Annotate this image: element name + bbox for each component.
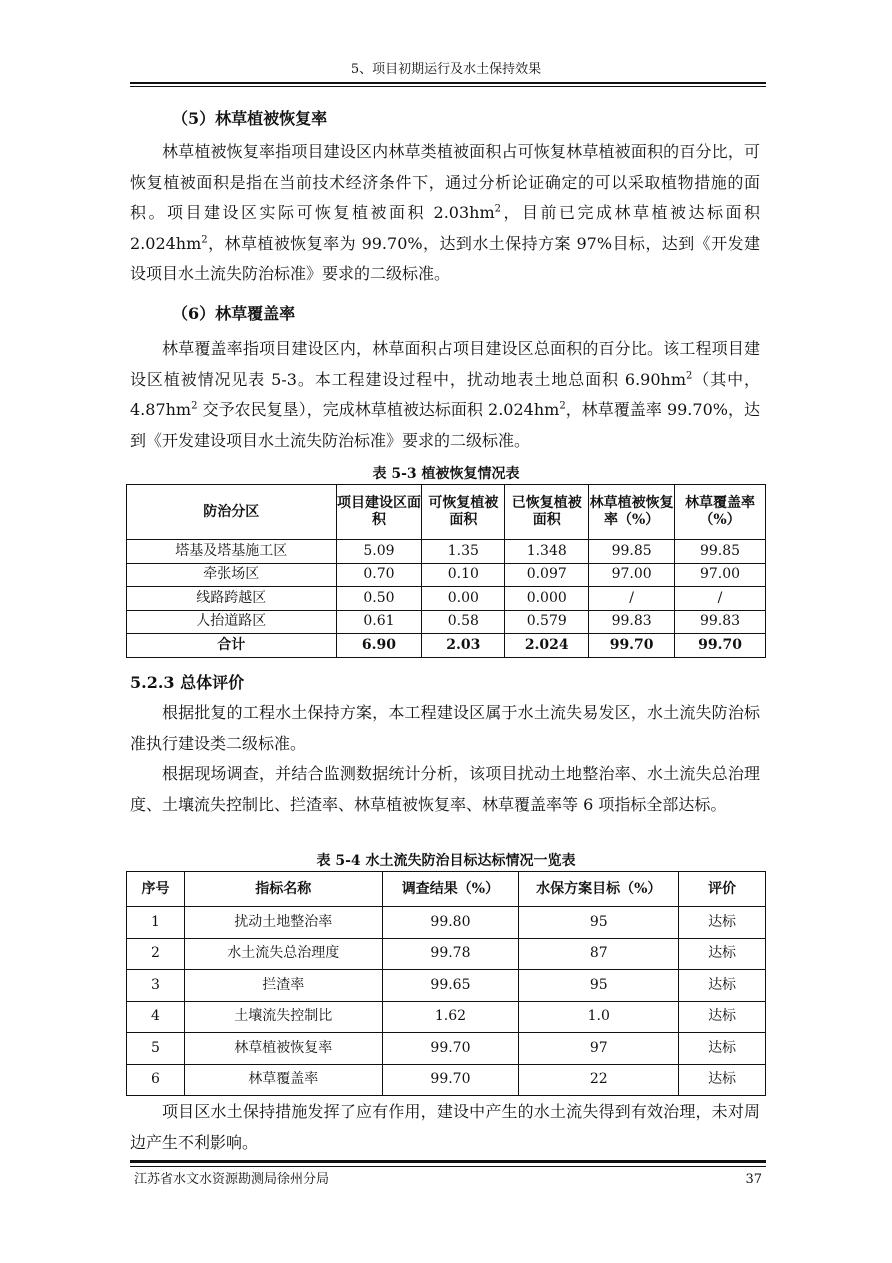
table-cell: 达标: [679, 1033, 766, 1065]
col-header: 林草覆盖率（%）: [675, 485, 766, 540]
table-cell: 达标: [679, 970, 766, 1002]
table-5-3-caption: 表 5-3 植被恢复情况表: [372, 466, 520, 482]
table-cell: 99.83: [675, 610, 766, 634]
table-header-row: [127, 872, 766, 907]
col-header: 林草植被恢复率（%）: [589, 485, 675, 540]
footer-rule: [130, 1160, 766, 1163]
table-cell: 6: [127, 1064, 185, 1096]
table-cell: 人抬道路区: [127, 610, 337, 634]
table-cell: 99.70: [382, 1033, 519, 1065]
table-cell: 99.65: [382, 970, 519, 1002]
table-cell: 牵张场区: [127, 563, 337, 587]
table-cell: 99.78: [382, 938, 519, 970]
table-row: [127, 610, 766, 634]
table-cell: 土壤流失控制比: [184, 1001, 382, 1033]
table-cell: 水土流失总治理度: [184, 938, 382, 970]
table-cell: 1.35: [422, 540, 505, 564]
table-cell: 4: [127, 1001, 185, 1033]
table-cell: 5: [127, 1033, 185, 1065]
col-header: 水保方案目标（%）: [519, 872, 679, 907]
table-row: [127, 587, 766, 611]
table-5-4-caption: 表 5-4 水土流失防治目标达标情况一览表: [316, 853, 576, 869]
table-cell: 99.85: [675, 540, 766, 564]
table-cell: 1.62: [382, 1001, 519, 1033]
table-row: [127, 1064, 766, 1096]
table-cell: 达标: [679, 907, 766, 939]
table-cell: 0.097: [505, 563, 589, 587]
table-cell: 5.09: [336, 540, 422, 564]
table-cell: 扰动土地整治率: [184, 907, 382, 939]
col-header: 可恢复植被面积: [422, 485, 505, 540]
col-header: 已恢复植被面积: [505, 485, 589, 540]
table-cell: 2.03: [422, 634, 505, 658]
table-cell: 97.00: [675, 563, 766, 587]
target-compliance-table: [126, 871, 766, 1096]
section-5-paragraph: 林草植被恢复率指项目建设区内林草类植被面积占可恢复林草植被面积的百分比，可恢复植被面积是指在当前技术经济条件下，通过分析论证确定的可以采取植物措施的面积。项目建设区实际可恢复植被面积 $2.03hm^2$，目前已完成林草植被达标面积 $2.024hm^2$，林草植被恢复率为 99.70%，达到水土保持方案 97%目标，达到《开发建设项目水土流失防治标准》要求的二级标准。: [130, 142, 760, 283]
footer-organization: 江苏省水文水资源勘测局徐州分局: [134, 1172, 330, 1187]
running-header: 5、项目初期运行及水土保持效果: [350, 62, 542, 77]
col-header: 调查结果（%）: [382, 872, 519, 907]
table-cell: /: [675, 587, 766, 611]
evaluation-paragraph-2: 根据现场调查，并结合监测数据统计分析，该项目扰动土地整治率、水土流失总治理度、土壤流失控制比、拦渣率、林草植被恢复率、林草覆盖率等 6 项指标全部达标。: [130, 764, 760, 814]
table-cell: 线路跨越区: [127, 587, 337, 611]
table-cell: 99.70: [675, 634, 766, 658]
table-cell: 合计: [127, 634, 337, 658]
table-cell: 林草植被恢复率: [184, 1033, 382, 1065]
col-header: 项目建设区面积: [336, 485, 422, 540]
table-cell: 6.90: [336, 634, 422, 658]
page-number: 37: [745, 1172, 762, 1187]
table-row: [127, 540, 766, 564]
table-cell: 达标: [679, 938, 766, 970]
table-cell: 99.80: [382, 907, 519, 939]
section-heading-5-2-3: 5.2.3 总体评价: [130, 673, 245, 692]
footer-rule-thin: [130, 1166, 766, 1167]
section-heading-6: （6）林草覆盖率: [172, 304, 296, 323]
table-cell: 1: [127, 907, 185, 939]
table-row: [127, 1001, 766, 1033]
table-cell: 0.58: [422, 610, 505, 634]
section-6-paragraph: 林草覆盖率指项目建设区内，林草面积占项目建设区总面积的百分比。该工程项目建设区植被情况见表 5-3。本工程建设过程中，扰动地表土地总面积 $6.90hm^2$（其中，$4.87hm^2$ 交予农民复垦），完成林草植被达标面积 $2.024hm^2$，林草覆盖率 99.70%，达到《开发建设项目水土流失防治标准》要求的二级标准。: [130, 339, 760, 450]
table-cell: 99.70: [589, 634, 675, 658]
table-cell: 1.348: [505, 540, 589, 564]
table-cell: 0.70: [336, 563, 422, 587]
table-cell: 塔基及塔基施工区: [127, 540, 337, 564]
header-rule-thin: [130, 86, 766, 87]
table-cell: 97.00: [589, 563, 675, 587]
table-cell: 0.61: [336, 610, 422, 634]
table-cell: 3: [127, 970, 185, 1002]
closing-paragraph: 项目区水土保持措施发挥了应有作用，建设中产生的水土流失得到有效治理，未对周边产生不利影响。: [130, 1102, 760, 1152]
table-cell: 95: [519, 907, 679, 939]
table-cell: 99.83: [589, 610, 675, 634]
table-row: [127, 970, 766, 1002]
table-header-row: [127, 485, 766, 540]
table-cell: 林草覆盖率: [184, 1064, 382, 1096]
table-cell: 22: [519, 1064, 679, 1096]
table-cell: 达标: [679, 1001, 766, 1033]
table-cell: 87: [519, 938, 679, 970]
table-cell: 达标: [679, 1064, 766, 1096]
table-cell: 99.70: [382, 1064, 519, 1096]
table-cell: 0.00: [422, 587, 505, 611]
evaluation-paragraph-1: 根据批复的工程水土保持方案，本工程建设区属于水土流失易发区，水土流失防治标准执行建设类二级标准。: [130, 703, 760, 753]
table-cell: 0.10: [422, 563, 505, 587]
table-cell: 0.579: [505, 610, 589, 634]
table-row: [127, 563, 766, 587]
table-total-row: [127, 634, 766, 658]
col-header: 指标名称: [184, 872, 382, 907]
table-cell: 97: [519, 1033, 679, 1065]
table-row: [127, 1033, 766, 1065]
table-cell: 2: [127, 938, 185, 970]
table-cell: /: [589, 587, 675, 611]
table-row: [127, 938, 766, 970]
section-heading-5: （5）林草植被恢复率: [172, 109, 328, 128]
col-header: 评价: [679, 872, 766, 907]
col-header: 防治分区: [127, 485, 337, 540]
table-cell: 99.85: [589, 540, 675, 564]
table-row: [127, 907, 766, 939]
table-cell: 2.024: [505, 634, 589, 658]
col-header: 序号: [127, 872, 185, 907]
table-cell: 0.000: [505, 587, 589, 611]
vegetation-restoration-table: [126, 484, 766, 658]
table-cell: 95: [519, 970, 679, 1002]
table-cell: 1.0: [519, 1001, 679, 1033]
table-cell: 0.50: [336, 587, 422, 611]
header-rule: [130, 82, 766, 84]
table-cell: 拦渣率: [184, 970, 382, 1002]
